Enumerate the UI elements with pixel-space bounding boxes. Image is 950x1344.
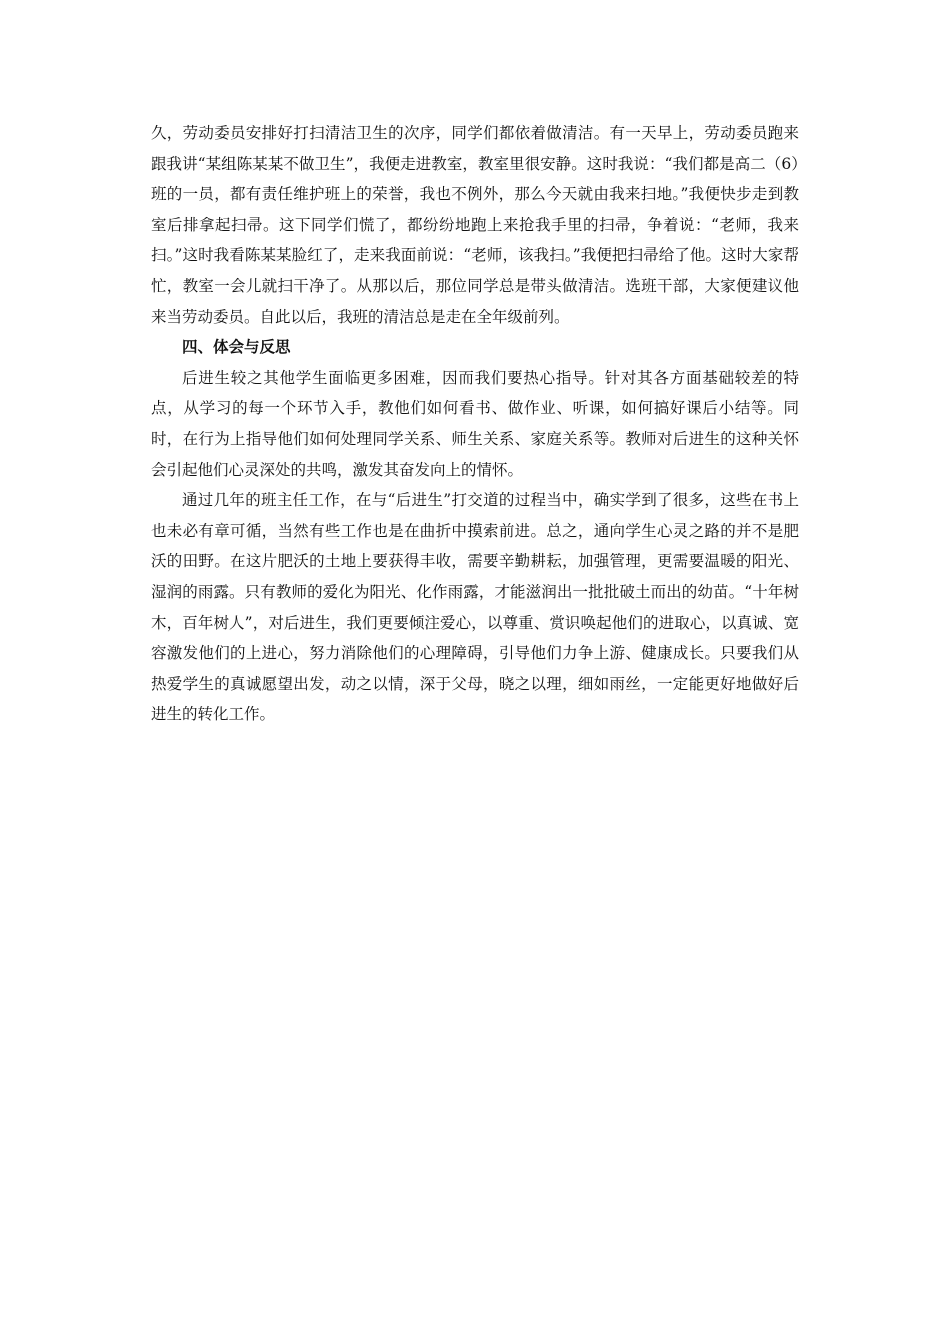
- paragraph-continued: 久，劳动委员安排好打扫清洁卫生的次序，同学们都依着做清洁。有一天早上，劳动委员跑来跟我讲“某组陈某某不做卫生”，我便走进教室，教室里很安静。这时我说：“我们都是高二（6）班的一员，都有责任维护班上的荣誉，我也不例外，那么今天就由我来扫地。”我便快步走到教室后排拿起扫帚。这下同学们慌了，都纷纷地跑上来抢我手里的扫帚，争着说：“老师，我来扫。”这时我看陈某某脸红了，走来我面前说：“老师，该我扫。”我便把扫帚给了他。这时大家帮忙，教室一会儿就扫干净了。从那以后，那位同学总是带头做清洁。选班干部，大家便建议他来当劳动委员。自此以后，我班的清洁总是走在全年级前列。: [151, 124, 799, 326]
- paragraph-2: 通过几年的班主任工作，在与“后进生”打交道的过程当中，确实学到了很多，这些在书上也未必有章可循，当然有些工作也是在曲折中摸索前进。总之，通向学生心灵之路的并不是肥沃的田野。在这片肥沃的土地上要获得丰收，需要辛勤耕耘，加强管理，更需要温暖的阳光、湿润的雨露。只有教师的爱化为阳光、化作雨露，才能滋润出一批批破土而出的幼苗。“十年树木，百年树人”，对后进生，我们更要倾注爱心，以尊重、赏识唤起他们的进取心，以真诚、宽容激发他们的上进心，努力消除他们的心理障碍，引导他们力争上游、健康成长。只要我们从热爱学生的真诚愿望出发，动之以情，深于父母，晓之以理，细如雨丝，一定能更好地做好后进生的转化工作。: [151, 491, 799, 724]
- section-heading: 四、体会与反思: [182, 337, 291, 357]
- document-page: [151, 118, 799, 730]
- paragraph-1: 后进生较之其他学生面临更多困难，因而我们要热心指导。针对其各方面基础较差的特点，从学习的每一个环节入手，教他们如何看书、做作业、听课，如何搞好课后小结等。同时，在行为上指导他们如何处理同学关系、师生关系、家庭关系等。教师对后进生的这种关怀会引起他们心灵深处的共鸣，激发其奋发向上的情怀。: [151, 368, 799, 479]
